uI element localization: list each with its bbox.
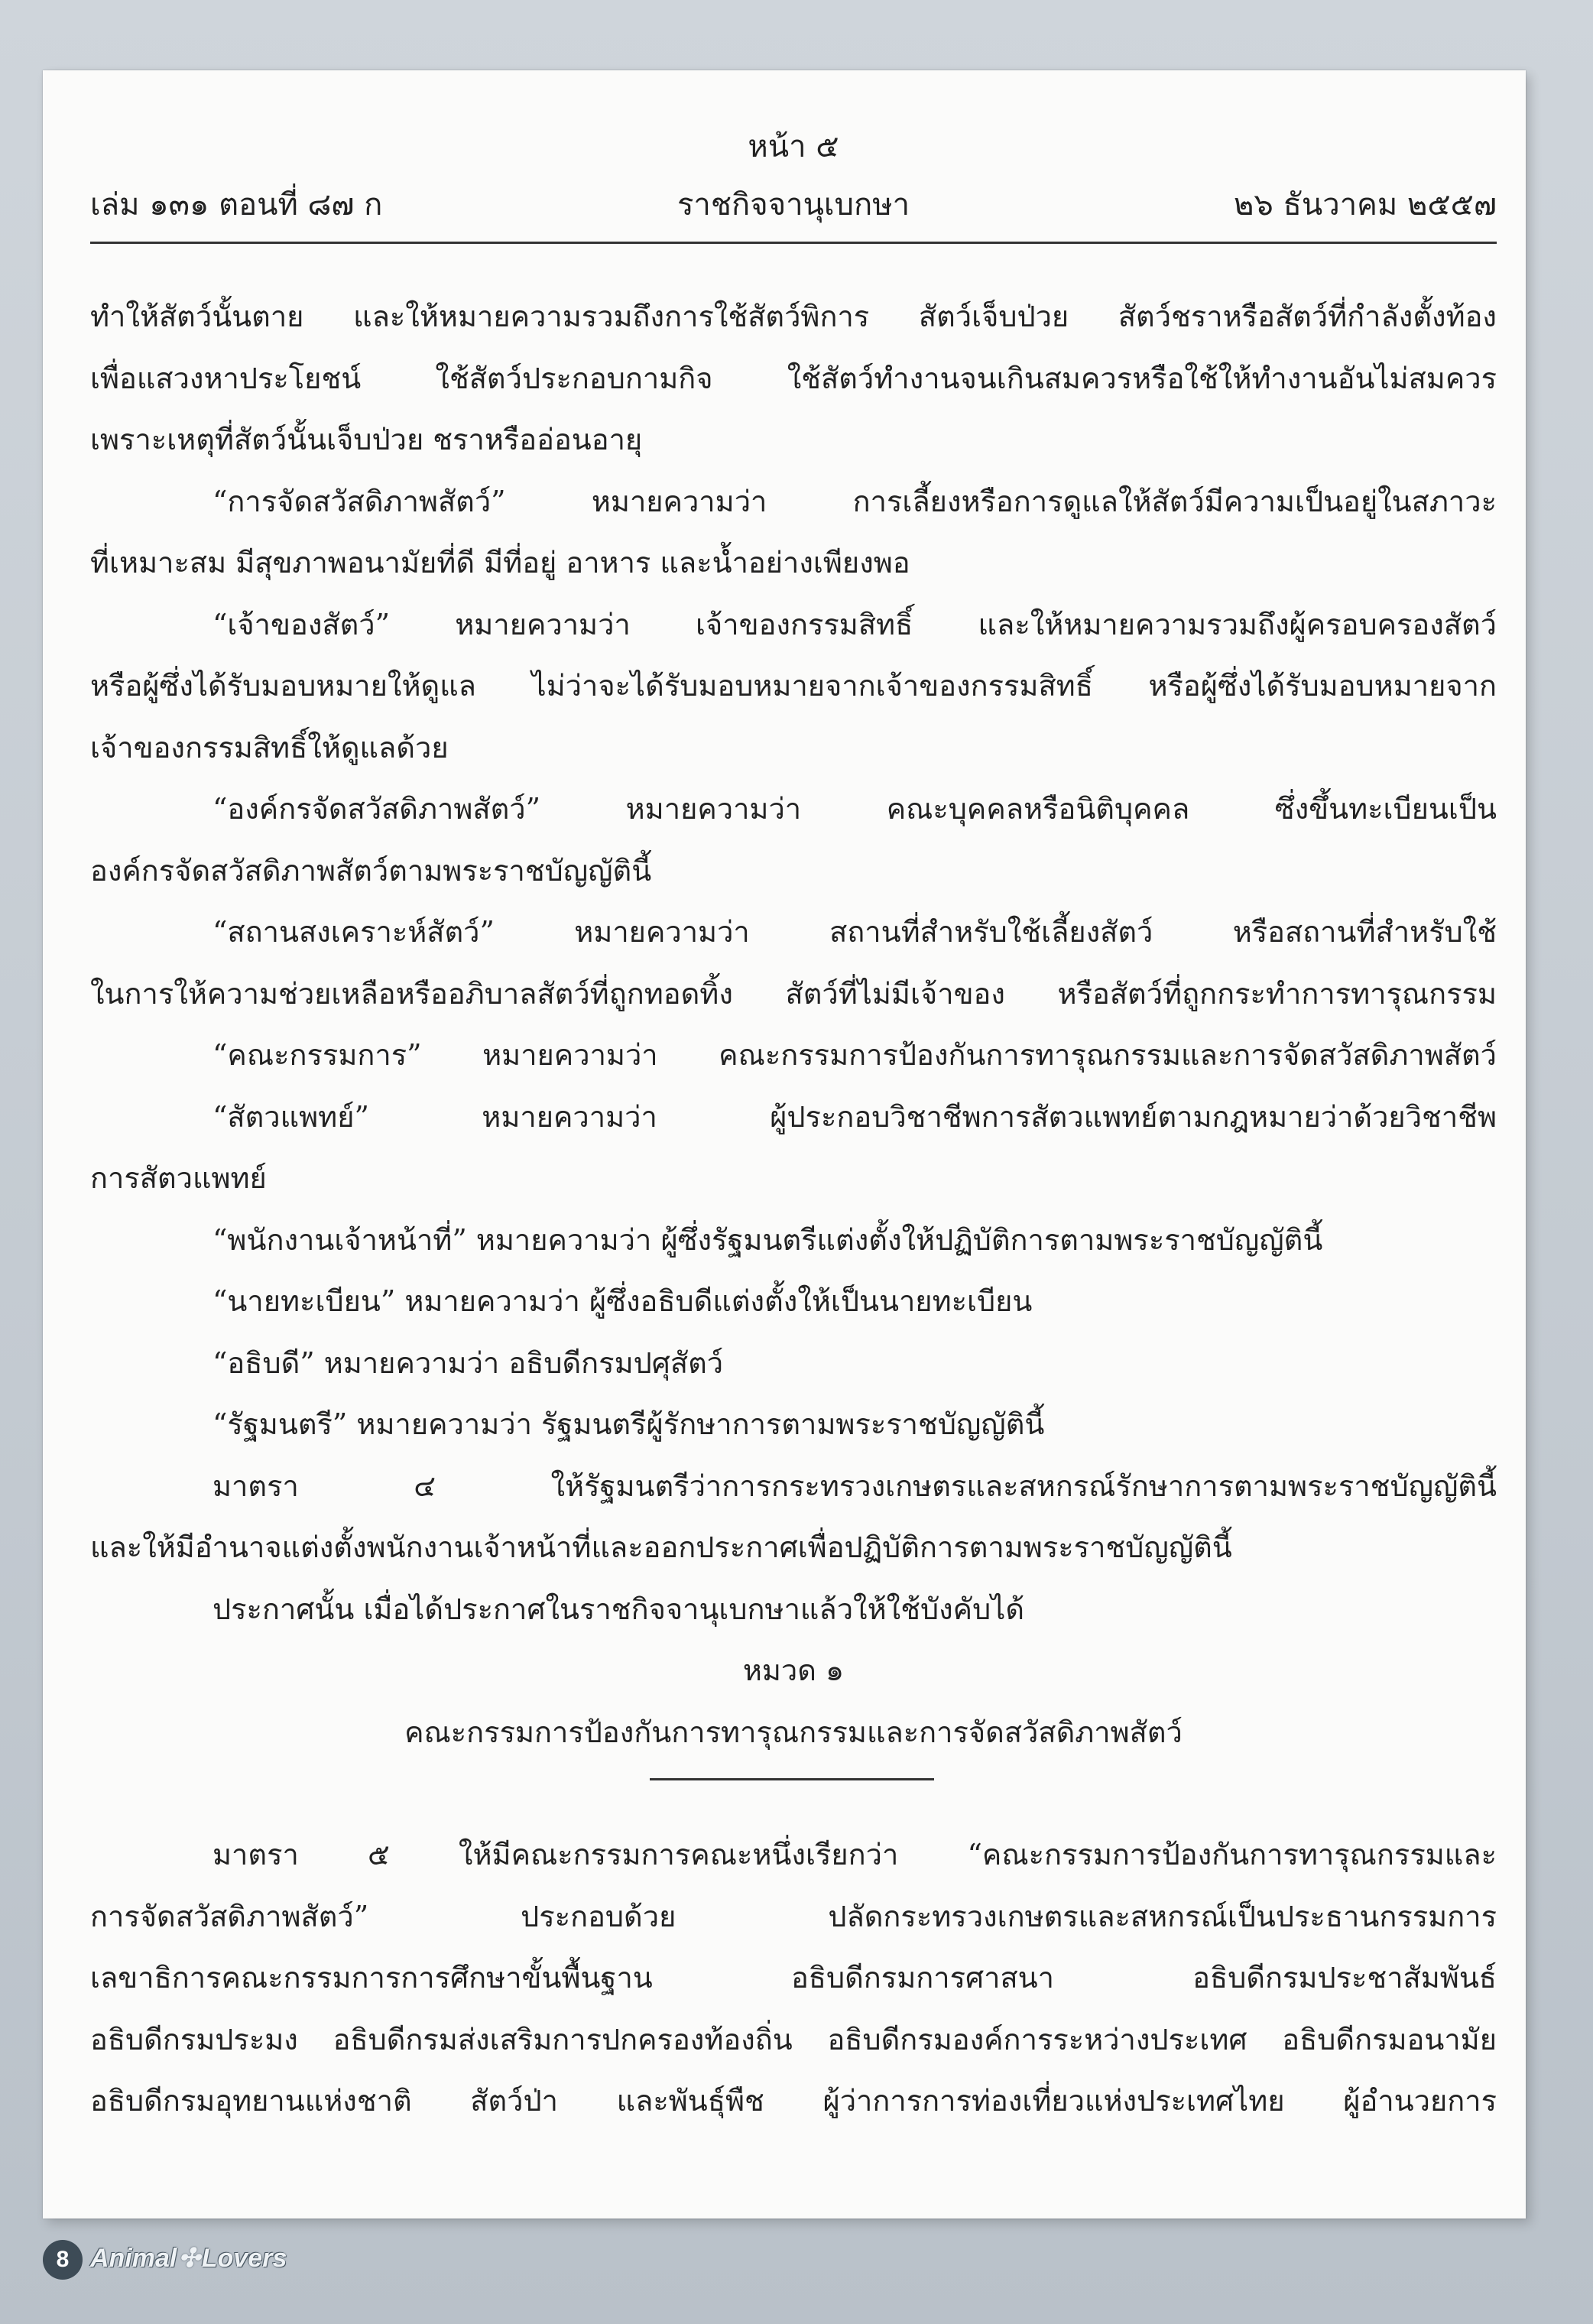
document-body xyxy=(90,286,1497,2132)
text-line: การสัตวแพทย์ xyxy=(90,1161,267,1195)
volume-issue: เล่ม ๑๓๑ ตอนที่ ๘๗ ก xyxy=(90,187,383,222)
text-line: องค์กรจัดสวัสดิภาพสัตว์ตามพระราชบัญญัตินี้ xyxy=(90,853,652,888)
text-line: อธิบดีกรมอุทยานแห่งชาติ สัตว์ป่า และพันธุ์พืช ผู้ว่าการการท่องเที่ยวแห่งประเทศไทย ผู้อำนวยการ xyxy=(90,2084,1497,2118)
chapter-divider-row xyxy=(90,1763,1497,1824)
text-line: “นายทะเบียน” หมายความว่า ผู้ซึ่งอธิบดีแต่งตั้งให้เป็นนายทะเบียน xyxy=(213,1284,1033,1318)
text-line: “การจัดสวัสดิภาพสัตว์” หมายความว่า การเลี้ยงหรือการดูแลให้สัตว์มีความเป็นอยู่ในสภาวะ xyxy=(213,484,1497,518)
text-line: “สถานสงเคราะห์สัตว์” หมายความว่า สถานที่สำหรับใช้เลี้ยงสัตว์ หรือสถานที่สำหรับใช้ xyxy=(213,915,1497,949)
text-line: ทำให้สัตว์นั้นตาย และให้หมายความรวมถึงการใช้สัตว์พิการ สัตว์เจ็บป่วย สัตว์ชราหรือสัตว์ที่กำลังตั้งท้อง xyxy=(90,300,1497,333)
text-line: เพราะเหตุที่สัตว์นั้นเจ็บป่วย ชราหรืออ่อนอายุ xyxy=(90,423,643,456)
magazine-brand xyxy=(90,2243,287,2274)
text-line: “เจ้าของสัตว์” หมายความว่า เจ้าของกรรมสิทธิ์ และให้หมายความรวมถึงผู้ครอบครองสัตว์ xyxy=(213,607,1497,641)
magazine-page-number: 8 xyxy=(43,2240,83,2280)
text-line: “อธิบดี” หมายความว่า อธิบดีกรมปศุสัตว์ xyxy=(213,1345,724,1380)
gazette-name: ราชกิจจานุเบกษา xyxy=(676,187,910,222)
text-line: เลขาธิการคณะกรรมการการศึกษาขั้นพื้นฐาน อธิบดีกรมการศาสนา อธิบดีกรมประชาสัมพันธ์ xyxy=(90,1961,1497,1995)
text-line: หรือผู้ซึ่งได้รับมอบหมายให้ดูแล ไม่ว่าจะได้รับมอบหมายจากเจ้าของกรรมสิทธิ์ หรือผู้ซึ่งได้รับมอบหมายจาก xyxy=(90,669,1497,703)
text-line: มาตรา ๕ ให้มีคณะกรรมการคณะหนึ่งเรียกว่า “คณะกรรมการป้องกันการทารุณกรรมและ xyxy=(213,1838,1497,1871)
text-line: “องค์กรจัดสวัสดิภาพสัตว์” หมายความว่า คณะบุคคลหรือนิติบุคคล ซึ่งขึ้นทะเบียนเป็น xyxy=(213,792,1497,826)
text-line: อธิบดีกรมประมง อธิบดีกรมส่งเสริมการปกครองท้องถิ่น อธิบดีกรมองค์การระหว่างประเทศ อธิบดีกรมอนามัย xyxy=(90,2022,1497,2056)
chapter-divider xyxy=(650,1778,934,1780)
text-line: เพื่อแสวงหาประโยชน์ ใช้สัตว์ประกอบกามกิจ ใช้สัตว์ทำงานจนเกินสมควรหรือใช้ให้ทำงานอันไม่สมควร xyxy=(90,361,1497,395)
page-number: หน้า ๕ xyxy=(748,129,839,164)
magazine-footer xyxy=(43,2238,349,2284)
text-line: “พนักงานเจ้าหน้าที่” หมายความว่า ผู้ซึ่งรัฐมนตรีแต่งตั้งให้ปฏิบัติการตามพระราชบัญญัตินี้ xyxy=(213,1222,1323,1257)
text-line: “รัฐมนตรี” หมายความว่า รัฐมนตรีผู้รักษาการตามพระราชบัญญัตินี้ xyxy=(213,1407,1045,1441)
text-line: มาตรา ๔ ให้รัฐมนตรีว่าการกระทรวงเกษตรและสหกรณ์รักษาการตามพระราชบัญญัตินี้ xyxy=(213,1469,1497,1503)
text-line: ประกาศนั้น เมื่อได้ประกาศในราชกิจจานุเบกษาแล้วให้ใช้บังคับได้ xyxy=(213,1592,1024,1626)
header-row xyxy=(90,187,1497,225)
paw-cross-icon: ✣ xyxy=(178,2244,200,2273)
text-line: ที่เหมาะสม มีสุขภาพอนามัยที่ดี มีที่อยู่ อาหาร และน้ำอย่างเพียงพอ xyxy=(90,546,910,579)
gazette-date: ๒๖ ธันวาคม ๒๕๕๗ xyxy=(1234,187,1497,222)
text-line: “สัตวแพทย์” หมายความว่า ผู้ประกอบวิชาชีพการสัตวแพทย์ตามกฎหมายว่าด้วยวิชาชีพ xyxy=(213,1099,1497,1134)
text-line: ในการให้ความช่วยเหลือหรืออภิบาลสัตว์ที่ถูกทอดทิ้ง สัตว์ที่ไม่มีเจ้าของ หรือสัตว์ที่ถูกกระทำการทารุณกรรม xyxy=(90,976,1497,1011)
text-line: “คณะกรรมการ” หมายความว่า คณะกรรมการป้องกันการทารุณกรรมและการจัดสวัสดิภาพสัตว์ xyxy=(213,1038,1497,1072)
chapter-title: คณะกรรมการป้องกันการทารุณกรรมและการจัดสวัสดิภาพสัตว์ xyxy=(404,1715,1183,1749)
brand-left: Animal xyxy=(90,2244,177,2273)
text-line: และให้มีอำนาจแต่งตั้งพนักงานเจ้าหน้าที่และออกประกาศเพื่อปฏิบัติการตามพระราชบัญญัตินี้ xyxy=(90,1530,1232,1564)
text-line: การจัดสวัสดิภาพสัตว์” ประกอบด้วย ปลัดกระทรวงเกษตรและสหกรณ์เป็นประธานกรรมการ xyxy=(90,1899,1497,1933)
chapter-number: หมวด ๑ xyxy=(742,1654,845,1687)
brand-right: Lovers xyxy=(201,2244,287,2273)
header-rule xyxy=(90,242,1497,244)
text-line: เจ้าของกรรมสิทธิ์ให้ดูแลด้วย xyxy=(90,730,449,764)
